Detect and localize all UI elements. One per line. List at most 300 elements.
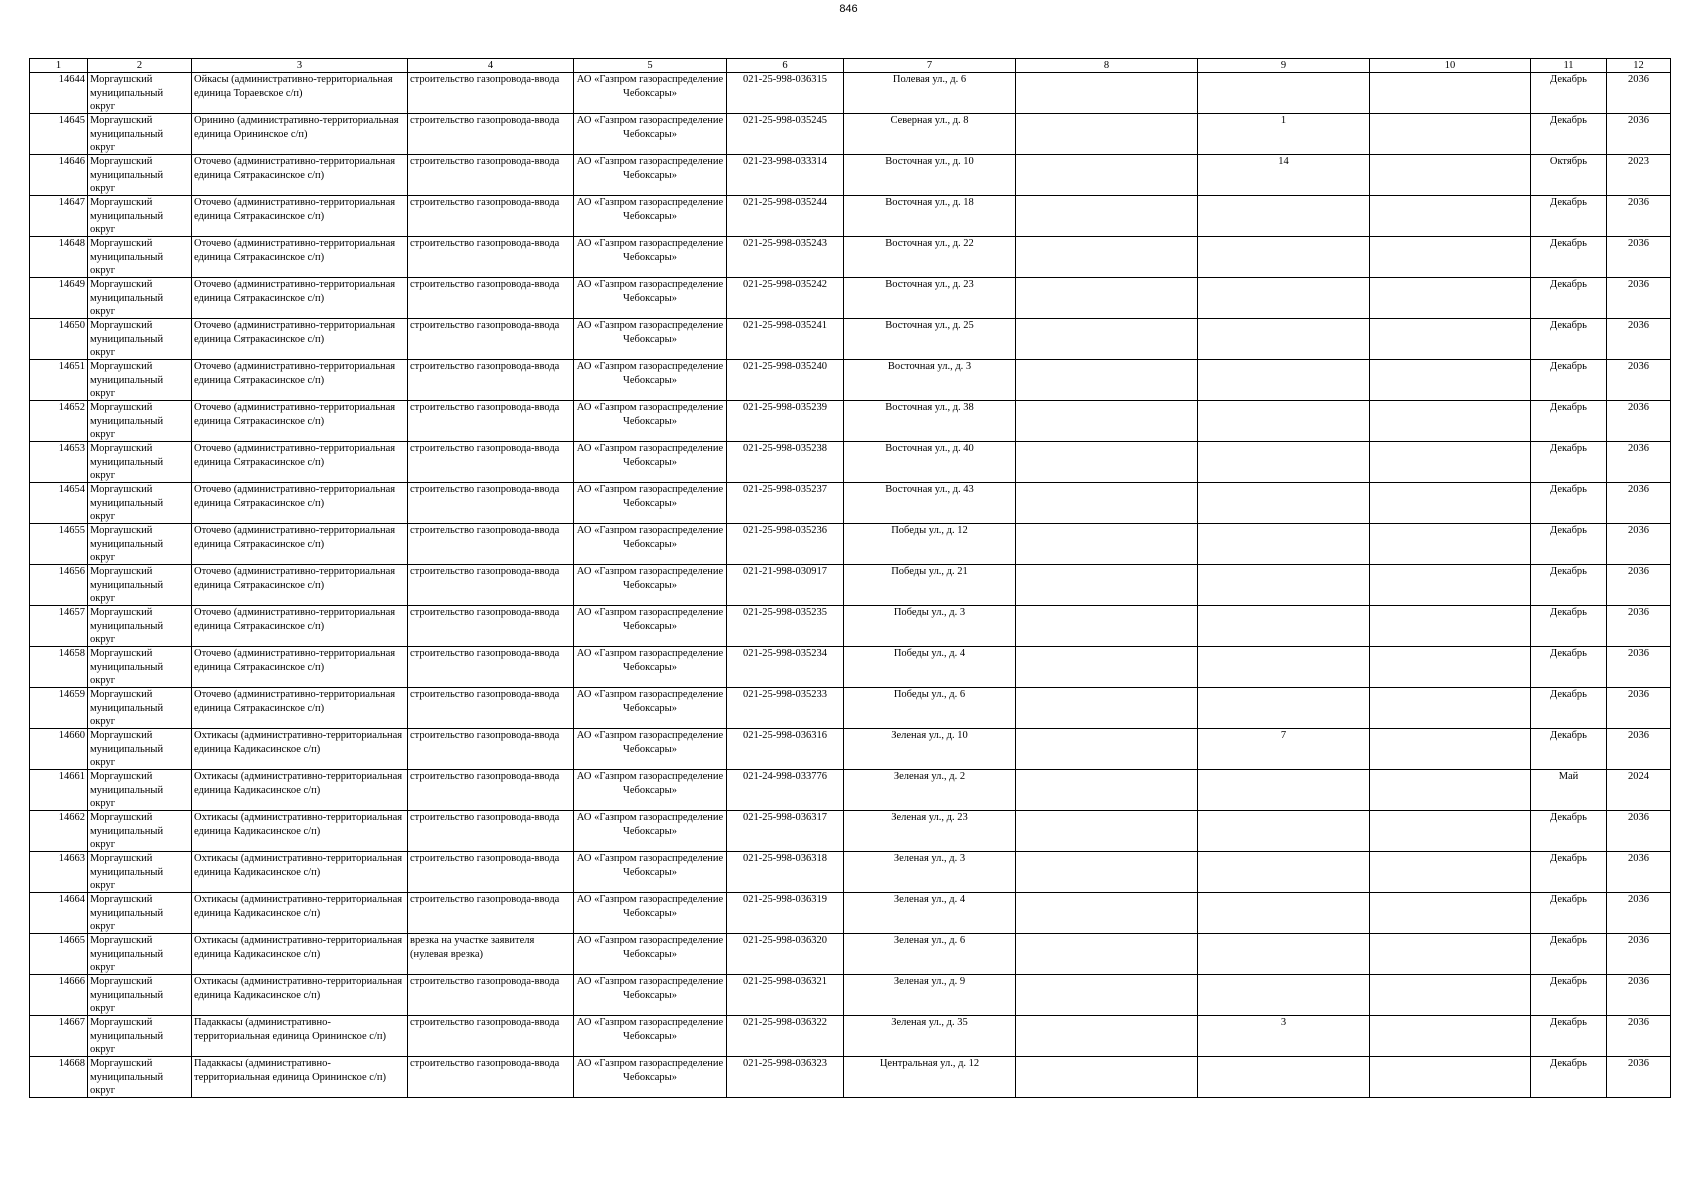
organization-cell-text: АО «Газпром газораспределение Чебоксары» xyxy=(576,238,724,263)
year-cell xyxy=(1607,729,1671,770)
column-8-cell xyxy=(1016,975,1198,1016)
column-8-cell xyxy=(1016,155,1198,196)
year-cell-text: 2036 xyxy=(1628,279,1649,290)
row-number xyxy=(30,1057,88,1098)
column-8-cell xyxy=(1016,565,1198,606)
settlement-cell-text: Падаккасы (административно-территориальная единица Орининское с/п) xyxy=(194,1017,386,1042)
settlement-cell-text: Охтикасы (административно-территориальная единица Кадикасинское с/п) xyxy=(194,812,403,837)
column-10-cell xyxy=(1370,975,1531,1016)
work-type-cell xyxy=(408,811,574,852)
work-type-cell xyxy=(408,401,574,442)
district-cell-text: Моргаушский муниципальный округ xyxy=(90,115,164,153)
column-10-cell-text xyxy=(1372,196,1528,236)
column-header-10: 10 xyxy=(1370,59,1531,73)
address-cell-text: Победы ул., д. 4 xyxy=(893,648,966,659)
column-10-cell xyxy=(1370,360,1531,401)
organization-cell xyxy=(574,770,727,811)
year-cell-text: 2036 xyxy=(1628,1058,1649,1069)
address-cell xyxy=(844,811,1016,852)
month-cell-text: Декабрь xyxy=(1550,648,1587,659)
work-type-cell-text: строительство газопровода-ввода xyxy=(410,115,560,126)
column-10-cell xyxy=(1370,155,1531,196)
column-10-cell-text xyxy=(1372,975,1528,1015)
work-type-cell-text: строительство газопровода-ввода xyxy=(410,484,560,495)
settlement-cell-text: Оточево (административно-территориальная единица Сятракасинское с/п) xyxy=(194,402,396,427)
year-cell-text: 2036 xyxy=(1628,1017,1649,1028)
column-9-cell xyxy=(1198,360,1370,401)
column-8-cell xyxy=(1016,606,1198,647)
year-cell xyxy=(1607,565,1671,606)
work-type-cell xyxy=(408,729,574,770)
district-cell xyxy=(88,1016,192,1057)
settlement-cell-text: Оточево (административно-территориальная единица Сятракасинское с/п) xyxy=(194,648,396,673)
column-10-cell-text xyxy=(1372,401,1528,441)
code-cell xyxy=(727,360,844,401)
month-cell-text: Декабрь xyxy=(1550,74,1587,85)
month-cell xyxy=(1531,852,1607,893)
table-row xyxy=(30,401,1671,442)
address-cell-text: Восточная ул., д. 18 xyxy=(885,197,974,208)
year-cell xyxy=(1607,442,1671,483)
address-cell xyxy=(844,606,1016,647)
district-cell-text: Моргаушский муниципальный округ xyxy=(90,730,164,768)
column-9-cell xyxy=(1198,73,1370,114)
column-10-cell-text xyxy=(1372,319,1528,359)
year-cell xyxy=(1607,852,1671,893)
work-type-cell xyxy=(408,319,574,360)
work-type-cell-text: строительство газопровода-ввода xyxy=(410,402,560,413)
work-type-cell-text: строительство газопровода-ввода xyxy=(410,812,560,823)
column-8-cell-text xyxy=(1018,1057,1195,1097)
column-10-cell-text xyxy=(1372,483,1528,523)
code-cell-text: 021-23-998-033314 xyxy=(743,156,827,167)
row-number xyxy=(30,770,88,811)
month-cell xyxy=(1531,893,1607,934)
month-cell xyxy=(1531,811,1607,852)
row-number-text: 14649 xyxy=(58,279,85,290)
settlement-cell-text: Оточево (административно-территориальная единица Сятракасинское с/п) xyxy=(194,279,396,304)
address-cell-text: Зеленая ул., д. 9 xyxy=(893,976,966,987)
organization-cell-text: АО «Газпром газораспределение Чебоксары» xyxy=(576,74,724,99)
settlement-cell xyxy=(192,114,408,155)
organization-cell-text: АО «Газпром газораспределение Чебоксары» xyxy=(576,853,724,878)
address-cell-text: Восточная ул., д. 43 xyxy=(885,484,974,495)
district-cell xyxy=(88,565,192,606)
settlement-cell-text: Охтикасы (административно-территориальная единица Кадикасинское с/п) xyxy=(194,853,403,878)
address-cell-text: Победы ул., д. 6 xyxy=(893,689,966,700)
row-number-text: 14655 xyxy=(58,525,85,536)
column-10-cell xyxy=(1370,237,1531,278)
organization-cell xyxy=(574,401,727,442)
column-10-cell xyxy=(1370,729,1531,770)
district-cell xyxy=(88,524,192,565)
organization-cell-text: АО «Газпром газораспределение Чебоксары» xyxy=(576,115,724,140)
column-header-7: 7 xyxy=(844,59,1016,73)
column-9-cell-text xyxy=(1200,196,1367,236)
column-8-cell-text xyxy=(1018,319,1195,359)
column-9-cell xyxy=(1198,524,1370,565)
row-number xyxy=(30,975,88,1016)
work-type-cell xyxy=(408,278,574,319)
code-cell xyxy=(727,729,844,770)
table-row xyxy=(30,483,1671,524)
column-10-cell-text xyxy=(1372,606,1528,646)
year-cell-text: 2036 xyxy=(1628,484,1649,495)
address-cell xyxy=(844,688,1016,729)
column-header-8: 8 xyxy=(1016,59,1198,73)
code-cell xyxy=(727,1057,844,1098)
code-cell xyxy=(727,688,844,729)
table-row xyxy=(30,1057,1671,1098)
year-cell xyxy=(1607,114,1671,155)
settlement-cell-text: Оточево (административно-территориальная единица Сятракасинское с/п) xyxy=(194,197,396,222)
settlement-cell xyxy=(192,975,408,1016)
work-type-cell-text: строительство газопровода-ввода xyxy=(410,566,560,577)
year-cell-text: 2036 xyxy=(1628,320,1649,331)
year-cell xyxy=(1607,1057,1671,1098)
year-cell xyxy=(1607,73,1671,114)
work-type-cell-text: строительство газопровода-ввода xyxy=(410,74,560,85)
address-cell xyxy=(844,934,1016,975)
address-cell-text: Победы ул., д. 3 xyxy=(893,607,966,618)
year-cell-text: 2036 xyxy=(1628,197,1649,208)
address-cell-text: Зеленая ул., д. 3 xyxy=(893,853,966,864)
row-number xyxy=(30,360,88,401)
district-cell-text: Моргаушский муниципальный округ xyxy=(90,484,164,522)
address-cell xyxy=(844,73,1016,114)
row-number-text: 14666 xyxy=(58,976,85,987)
month-cell xyxy=(1531,1057,1607,1098)
column-9-cell xyxy=(1198,565,1370,606)
column-10-cell-text xyxy=(1372,729,1528,769)
year-cell xyxy=(1607,483,1671,524)
year-cell xyxy=(1607,319,1671,360)
row-number xyxy=(30,852,88,893)
column-9-cell xyxy=(1198,442,1370,483)
row-number-text: 14667 xyxy=(58,1017,85,1028)
address-cell-text: Северная ул., д. 8 xyxy=(890,115,969,126)
district-cell-text: Моргаушский муниципальный округ xyxy=(90,935,164,973)
organization-cell-text: АО «Газпром газораспределение Чебоксары» xyxy=(576,976,724,1001)
column-8-cell xyxy=(1016,647,1198,688)
column-8-cell-text xyxy=(1018,442,1195,482)
year-cell-text: 2036 xyxy=(1628,730,1649,741)
page-number: 846 xyxy=(839,3,858,15)
column-header-2: 2 xyxy=(88,59,192,73)
column-10-cell-text xyxy=(1372,360,1528,400)
column-10-cell-text xyxy=(1372,114,1528,154)
year-cell xyxy=(1607,975,1671,1016)
month-cell-text: Декабрь xyxy=(1550,812,1587,823)
district-cell xyxy=(88,360,192,401)
column-9-cell-text xyxy=(1200,975,1367,1015)
settlement-cell xyxy=(192,647,408,688)
column-10-cell-text xyxy=(1372,237,1528,277)
code-cell xyxy=(727,237,844,278)
table-row xyxy=(30,729,1671,770)
column-9-cell xyxy=(1198,770,1370,811)
work-type-cell xyxy=(408,237,574,278)
code-cell-text: 021-25-998-035238 xyxy=(743,443,827,454)
district-cell-text: Моргаушский муниципальный округ xyxy=(90,238,164,276)
row-number xyxy=(30,73,88,114)
month-cell-text: Декабрь xyxy=(1550,853,1587,864)
address-cell xyxy=(844,155,1016,196)
column-header-4: 4 xyxy=(408,59,574,73)
column-10-cell xyxy=(1370,852,1531,893)
organization-cell-text: АО «Газпром газораспределение Чебоксары» xyxy=(576,607,724,632)
district-cell xyxy=(88,278,192,319)
row-number xyxy=(30,442,88,483)
column-9-cell xyxy=(1198,1057,1370,1098)
organization-cell-text: АО «Газпром газораспределение Чебоксары» xyxy=(576,320,724,345)
column-8-cell xyxy=(1016,73,1198,114)
district-cell-text: Моргаушский муниципальный округ xyxy=(90,894,164,932)
code-cell xyxy=(727,770,844,811)
column-8-cell xyxy=(1016,319,1198,360)
column-8-cell xyxy=(1016,729,1198,770)
year-cell xyxy=(1607,811,1671,852)
settlement-cell-text: Падаккасы (административно-территориальная единица Орининское с/п) xyxy=(194,1058,386,1083)
month-cell xyxy=(1531,524,1607,565)
year-cell-text: 2036 xyxy=(1628,894,1649,905)
organization-cell-text: АО «Газпром газораспределение Чебоксары» xyxy=(576,689,724,714)
month-cell-text: Декабрь xyxy=(1550,279,1587,290)
code-cell-text: 021-25-998-035233 xyxy=(743,689,827,700)
organization-cell-text: АО «Газпром газораспределение Чебоксары» xyxy=(576,443,724,468)
table-row xyxy=(30,73,1671,114)
code-cell xyxy=(727,483,844,524)
column-10-cell-text xyxy=(1372,893,1528,933)
row-number xyxy=(30,524,88,565)
column-9-cell-text xyxy=(1200,319,1367,359)
district-cell-text: Моргаушский муниципальный округ xyxy=(90,1017,164,1055)
column-8-cell-text xyxy=(1018,647,1195,687)
column-9-cell-text xyxy=(1200,852,1367,892)
address-cell-text: Зеленая ул., д. 6 xyxy=(893,935,966,946)
column-8-cell-text xyxy=(1018,524,1195,564)
year-cell-text: 2036 xyxy=(1628,566,1649,577)
year-cell-text: 2036 xyxy=(1628,238,1649,249)
column-8-cell-text xyxy=(1018,893,1195,933)
column-8-cell xyxy=(1016,237,1198,278)
column-9-cell xyxy=(1198,729,1370,770)
organization-cell-text: АО «Газпром газораспределение Чебоксары» xyxy=(576,1017,724,1042)
settlement-cell-text: Охтикасы (административно-территориальная единица Кадикасинское с/п) xyxy=(194,730,403,755)
column-8-cell-text xyxy=(1018,811,1195,851)
district-cell xyxy=(88,647,192,688)
code-cell xyxy=(727,524,844,565)
column-9-cell xyxy=(1198,811,1370,852)
row-number xyxy=(30,606,88,647)
table-row xyxy=(30,524,1671,565)
code-cell-text: 021-25-998-036323 xyxy=(743,1058,827,1069)
code-cell-text: 021-25-998-036315 xyxy=(743,74,827,85)
settlement-cell-text: Оринино (административно-территориальная единица Орининское с/п) xyxy=(194,115,399,140)
district-cell-text: Моргаушский муниципальный округ xyxy=(90,1058,164,1096)
row-number-text: 14646 xyxy=(58,156,85,167)
organization-cell xyxy=(574,73,727,114)
table-row xyxy=(30,975,1671,1016)
work-type-cell-text: строительство газопровода-ввода xyxy=(410,730,560,741)
row-number xyxy=(30,155,88,196)
address-cell xyxy=(844,483,1016,524)
column-9-cell xyxy=(1198,688,1370,729)
year-cell xyxy=(1607,155,1671,196)
column-8-cell-text xyxy=(1018,852,1195,892)
settlement-cell xyxy=(192,811,408,852)
year-cell-text: 2036 xyxy=(1628,74,1649,85)
column-9-cell xyxy=(1198,401,1370,442)
month-cell-text: Декабрь xyxy=(1550,484,1587,495)
month-cell xyxy=(1531,442,1607,483)
organization-cell-text: АО «Газпром газораспределение Чебоксары» xyxy=(576,566,724,591)
column-9-cell-text: 7 xyxy=(1280,730,1287,741)
column-9-cell xyxy=(1198,606,1370,647)
work-type-cell xyxy=(408,1016,574,1057)
column-10-cell xyxy=(1370,319,1531,360)
address-cell xyxy=(844,319,1016,360)
organization-cell xyxy=(574,1057,727,1098)
address-cell-text: Полевая ул., д. 6 xyxy=(892,74,967,85)
table-row xyxy=(30,1016,1671,1057)
month-cell xyxy=(1531,647,1607,688)
column-8-cell-text xyxy=(1018,401,1195,441)
district-cell-text: Моргаушский муниципальный округ xyxy=(90,566,164,604)
settlement-cell xyxy=(192,196,408,237)
month-cell xyxy=(1531,1016,1607,1057)
address-cell-text: Победы ул., д. 21 xyxy=(891,566,968,577)
month-cell xyxy=(1531,196,1607,237)
column-10-cell-text xyxy=(1372,565,1528,605)
address-cell xyxy=(844,729,1016,770)
column-header-6: 6 xyxy=(727,59,844,73)
table-row xyxy=(30,688,1671,729)
district-cell xyxy=(88,811,192,852)
work-type-cell xyxy=(408,483,574,524)
column-9-cell xyxy=(1198,852,1370,893)
code-cell xyxy=(727,196,844,237)
column-header-12: 12 xyxy=(1607,59,1671,73)
column-9-cell-text: 14 xyxy=(1278,156,1289,167)
district-cell xyxy=(88,893,192,934)
address-cell xyxy=(844,114,1016,155)
row-number-text: 14653 xyxy=(58,443,85,454)
settlement-cell-text: Оточево (административно-территориальная единица Сятракасинское с/п) xyxy=(194,525,396,550)
column-9-cell-text xyxy=(1200,893,1367,933)
column-9-cell xyxy=(1198,483,1370,524)
settlement-cell-text: Охтикасы (административно-территориальная единица Кадикасинское с/п) xyxy=(194,771,403,796)
address-cell xyxy=(844,1057,1016,1098)
column-10-cell xyxy=(1370,524,1531,565)
column-9-cell xyxy=(1198,975,1370,1016)
table-body xyxy=(30,73,1671,1098)
column-9-cell xyxy=(1198,237,1370,278)
column-8-cell xyxy=(1016,893,1198,934)
organization-cell xyxy=(574,565,727,606)
row-number xyxy=(30,237,88,278)
month-cell xyxy=(1531,688,1607,729)
column-10-cell xyxy=(1370,811,1531,852)
code-cell-text: 021-25-998-035236 xyxy=(743,525,827,536)
code-cell xyxy=(727,114,844,155)
column-8-cell-text xyxy=(1018,237,1195,277)
month-cell-text: Декабрь xyxy=(1550,197,1587,208)
organization-cell xyxy=(574,483,727,524)
settlement-cell xyxy=(192,483,408,524)
code-cell-text: 021-25-998-036318 xyxy=(743,853,827,864)
district-cell-text: Моргаушский муниципальный округ xyxy=(90,443,164,481)
month-cell-text: Декабрь xyxy=(1550,894,1587,905)
row-number xyxy=(30,729,88,770)
column-8-cell xyxy=(1016,688,1198,729)
year-cell xyxy=(1607,237,1671,278)
year-cell xyxy=(1607,360,1671,401)
row-number-text: 14656 xyxy=(58,566,85,577)
work-type-cell xyxy=(408,606,574,647)
address-cell-text: Восточная ул., д. 25 xyxy=(885,320,974,331)
month-cell xyxy=(1531,319,1607,360)
column-10-cell xyxy=(1370,278,1531,319)
settlement-cell xyxy=(192,155,408,196)
month-cell-text: Декабрь xyxy=(1550,320,1587,331)
row-number-text: 14659 xyxy=(58,689,85,700)
row-number-text: 14648 xyxy=(58,238,85,249)
code-cell xyxy=(727,975,844,1016)
row-number-text: 14651 xyxy=(58,361,85,372)
code-cell-text: 021-25-998-035243 xyxy=(743,238,827,249)
code-cell-text: 021-25-998-035241 xyxy=(743,320,827,331)
settlement-cell xyxy=(192,319,408,360)
column-10-cell-text xyxy=(1372,278,1528,318)
organization-cell-text: АО «Газпром газораспределение Чебоксары» xyxy=(576,935,724,960)
month-cell xyxy=(1531,770,1607,811)
district-cell xyxy=(88,401,192,442)
year-cell xyxy=(1607,934,1671,975)
column-9-cell-text xyxy=(1200,278,1367,318)
column-header-11: 11 xyxy=(1531,59,1607,73)
column-8-cell xyxy=(1016,442,1198,483)
organization-cell xyxy=(574,114,727,155)
row-number-text: 14658 xyxy=(58,648,85,659)
work-type-cell-text: строительство газопровода-ввода xyxy=(410,853,560,864)
month-cell-text: Декабрь xyxy=(1550,566,1587,577)
organization-cell xyxy=(574,975,727,1016)
code-cell-text: 021-25-998-035237 xyxy=(743,484,827,495)
row-number xyxy=(30,483,88,524)
table-row xyxy=(30,360,1671,401)
work-type-cell xyxy=(408,565,574,606)
address-cell-text: Восточная ул., д. 23 xyxy=(885,279,974,290)
organization-cell xyxy=(574,647,727,688)
row-number xyxy=(30,934,88,975)
column-10-cell-text xyxy=(1372,852,1528,892)
work-type-cell xyxy=(408,1057,574,1098)
address-cell-text: Восточная ул., д. 3 xyxy=(887,361,972,372)
column-9-cell xyxy=(1198,196,1370,237)
month-cell-text: Декабрь xyxy=(1550,1017,1587,1028)
address-cell xyxy=(844,196,1016,237)
column-8-cell xyxy=(1016,360,1198,401)
table-row xyxy=(30,278,1671,319)
organization-cell xyxy=(574,442,727,483)
settlement-cell xyxy=(192,852,408,893)
year-cell-text: 2036 xyxy=(1628,976,1649,987)
settlement-cell xyxy=(192,565,408,606)
column-8-cell xyxy=(1016,483,1198,524)
work-type-cell xyxy=(408,893,574,934)
row-number xyxy=(30,278,88,319)
